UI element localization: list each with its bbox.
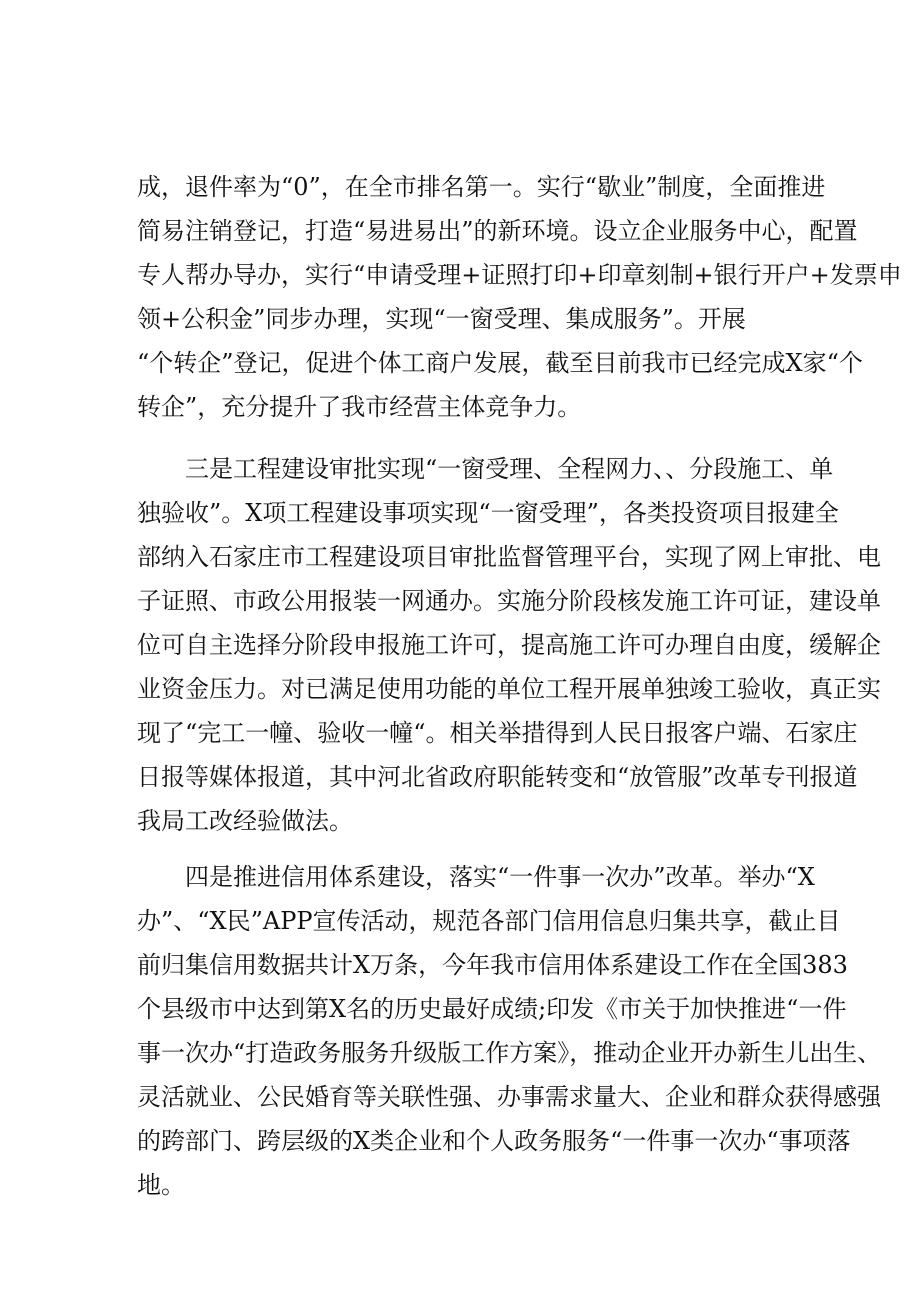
paragraph-line: 四是推进信用体系建设，落实“一件事一次办”改革。举办“X [185,863,815,891]
paragraph-line: 地。 [137,1171,185,1199]
paragraph-line: 子证照、市政公用报装一网通办。实施分阶段核发施工许可证，建设单 [137,587,881,615]
paragraph-line: 业资金压力。对已满足使用功能的单位工程开展单独竣工验收，真正实 [137,675,881,703]
paragraph-line: 我局工改经验做法。 [137,807,353,835]
paragraph-line: “个转企”登记，促进个体工商户发展，截至目前我市已经完成X家“个 [137,349,863,377]
paragraph-line: 简易注销登记，打造“易进易出”的新环境。设立企业服务中心，配置 [137,217,858,245]
paragraph-line: 个县级市中达到第X名的历史最好成绩;印发《市关于加快推进“一件 [137,995,847,1023]
paragraph-line: 部纳入石家庄市工程建设项目审批监督管理平台，实现了网上审批、电 [137,543,881,571]
paragraph-line: 成，退件率为“0”，在全市排名第一。实行“歇业”制度，全面推进 [137,173,826,201]
paragraph-line: 事一次办“打造政务服务升级版工作方案》，推动企业开办新生儿出生、 [137,1039,882,1067]
paragraph-line: 位可自主选择分阶段申报施工许可，提高施工许可办理自由度，缓解企 [137,631,881,659]
paragraph-line: 办”、“X民”APP宣传活动，规范各部门信用信息归集共享，截止目 [137,907,841,935]
paragraph-line: 日报等媒体报道，其中河北省政府职能转变和“放管服”改革专刊报道 [137,763,858,791]
paragraph-line: 的跨部门、跨层级的X类企业和个人政务服务“一件事一次办“事项落 [137,1127,851,1155]
paragraph-line: 前归集信用数据共计X万条，今年我市信用体系建设工作在全国383 [137,951,848,979]
paragraph-line: 转企”，充分提升了我市经营主体竞争力。 [137,393,582,421]
paragraph-line: 现了“完工一幢、验收一幢“。相关举措得到人民日报客户端、石家庄 [137,719,858,747]
paragraph-line: 独验收”。X项工程建设事项实现“一窗受理”，各类投资项目报建全 [137,499,839,527]
paragraph-line: 灵活就业、公民婚育等关联性强、办事需求量大、企业和群众获得感强 [137,1083,881,1111]
paragraph-line: 三是工程建设审批实现“一窗受理、全程网力、、分段施工、单 [185,455,834,483]
paragraph-line: 专人帮办导办，实行“申请受理+证照打印+印章刻制+银行开户+发票申 [137,261,902,289]
paragraph-line: 领+公积金”同步办理，实现“一窗受理、集成服务”。开展 [137,305,746,333]
